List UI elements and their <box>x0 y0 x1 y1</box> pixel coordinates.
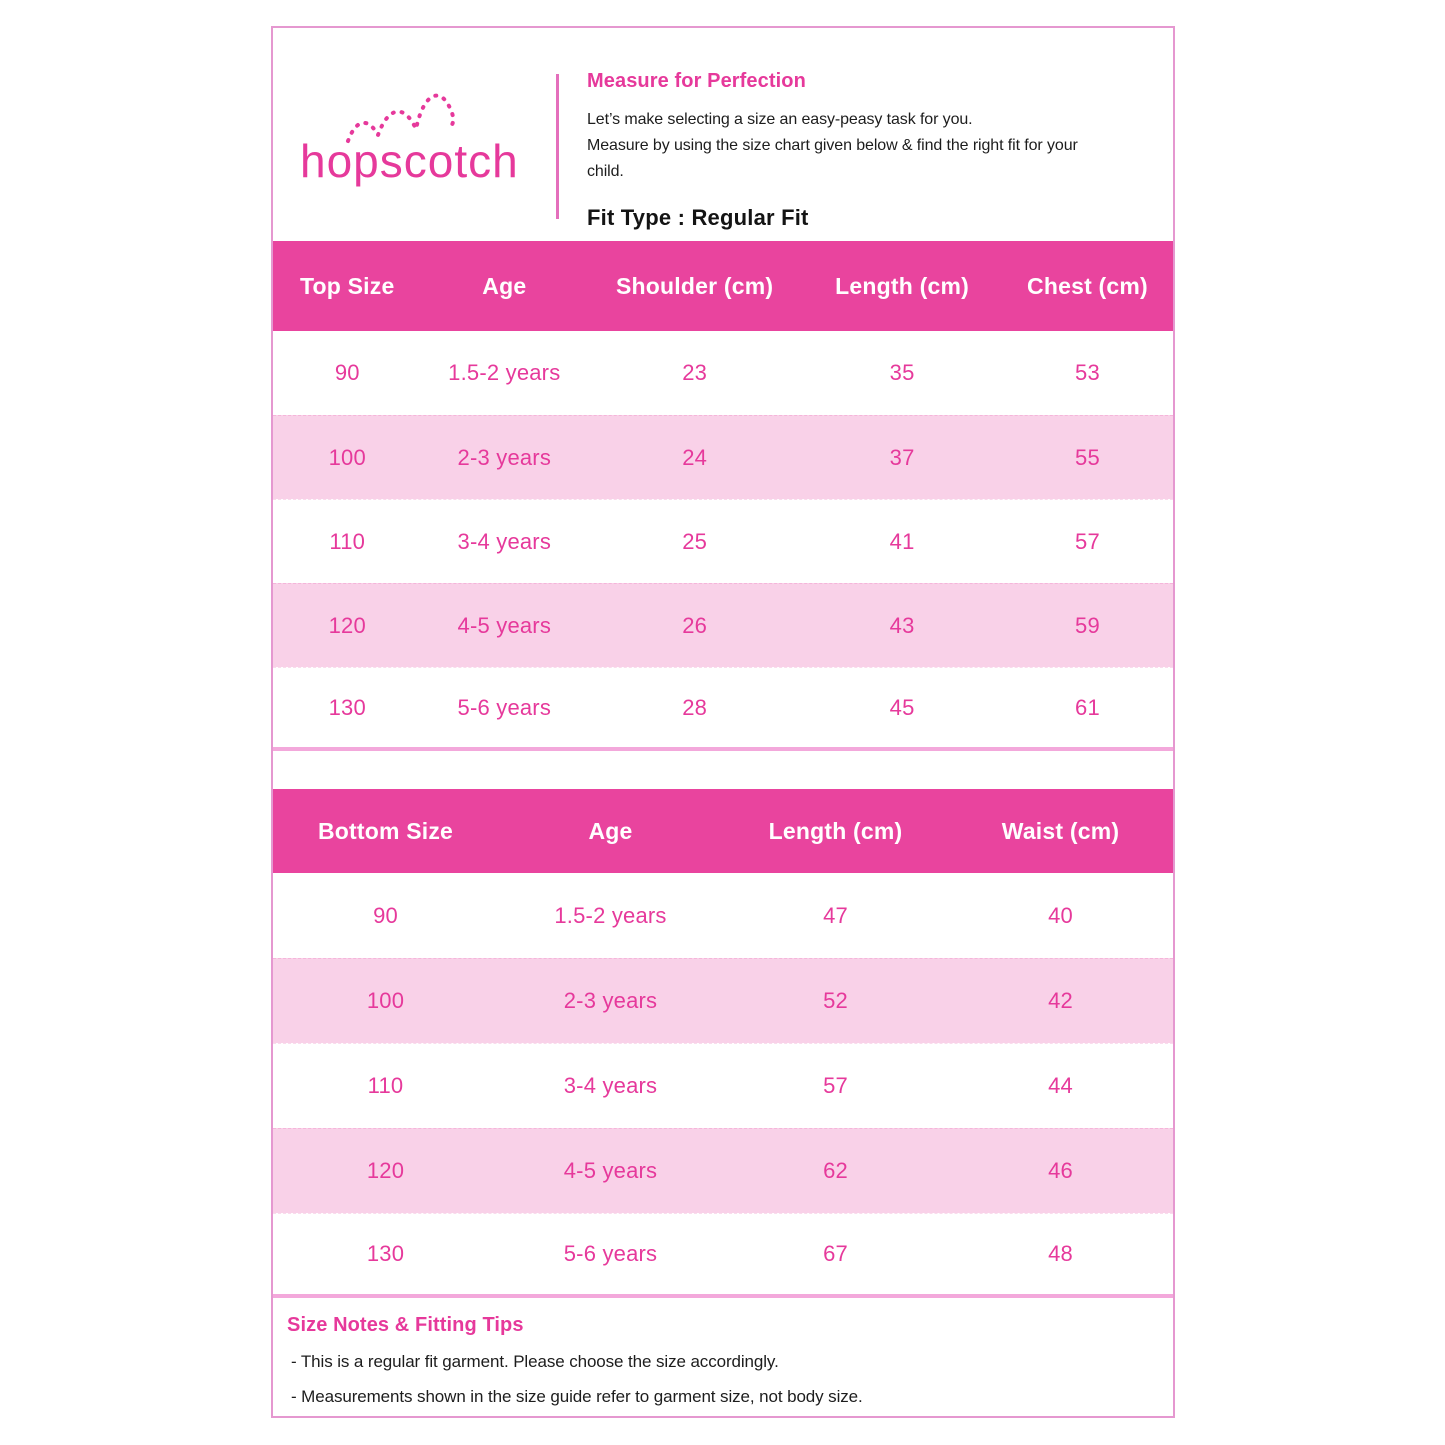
top-table-header-row <box>273 241 1173 331</box>
table-cell: 41 <box>889 528 915 554</box>
bottom-table-header-row <box>273 789 1173 873</box>
table-header-cell: Shoulder (cm) <box>616 272 774 299</box>
intro-line-2: Measure by using the size chart given below & find the right fit for your <box>587 137 1078 154</box>
table-cell: 1.5-2 years <box>554 902 667 928</box>
table-cell: 25 <box>682 528 708 554</box>
fit-type-label: Fit Type : Regular Fit <box>587 205 809 230</box>
header-text-block <box>559 28 1098 241</box>
table-cell: 45 <box>889 694 915 720</box>
header-section <box>273 28 1173 241</box>
table-row <box>273 667 1173 751</box>
table-header-cell: Top Size <box>300 272 395 299</box>
table-cell: 4-5 years <box>563 1158 658 1183</box>
table-cell: 44 <box>1048 1073 1073 1098</box>
table-cell: 5-6 years <box>563 1241 658 1266</box>
table-row <box>273 499 1173 583</box>
table-row <box>273 415 1173 499</box>
table-header-cell: Chest (cm) <box>1027 272 1148 299</box>
table-header-cell: Age <box>588 817 633 844</box>
table-cell: 42 <box>1048 988 1073 1013</box>
table-cell: 90 <box>334 360 360 385</box>
size-chart-card <box>271 26 1175 1418</box>
table-cell: 90 <box>373 902 398 928</box>
table-cell: 52 <box>823 988 848 1013</box>
footer-section <box>273 1298 1173 1416</box>
table-cell: 35 <box>889 360 915 385</box>
table-cell: 24 <box>682 444 708 470</box>
intro-line-1: Let’s make selecting a size an easy-peasy task for you. <box>587 111 973 128</box>
table-cell: 3-4 years <box>457 528 552 554</box>
table-cell: 120 <box>366 1158 405 1183</box>
table-cell: 1.5-2 years <box>448 360 561 385</box>
footer-title: Size Notes & Fitting Tips <box>287 1314 524 1336</box>
brand-logo <box>273 28 556 241</box>
table-cell: 130 <box>328 694 366 720</box>
table-header-cell: Length (cm) <box>835 272 969 299</box>
table-cell: 62 <box>823 1158 848 1183</box>
table-cell: 48 <box>1048 1241 1073 1266</box>
table-cell: 3-4 years <box>563 1073 658 1098</box>
table-header-cell: Waist (cm) <box>1001 817 1120 844</box>
table-cell: 47 <box>823 902 848 928</box>
table-cell: 61 <box>1075 694 1100 720</box>
tables-gap <box>273 751 1173 789</box>
table-cell: 67 <box>823 1241 848 1266</box>
table-cell: 5-6 years <box>457 694 552 720</box>
table-cell: 100 <box>328 444 366 470</box>
footer-note-2: - Measurements shown in the size guide refer to garment size, not body size. <box>291 1387 863 1406</box>
table-cell: 37 <box>889 444 915 470</box>
table-cell: 53 <box>1075 360 1100 385</box>
table-cell: 100 <box>366 988 405 1013</box>
table-row <box>273 873 1173 958</box>
logo-text: hopscotch <box>299 134 519 187</box>
table-row <box>273 331 1173 415</box>
table-cell: 57 <box>1075 528 1100 554</box>
table-header-cell: Age <box>482 272 527 299</box>
table-cell: 57 <box>823 1073 848 1098</box>
header-title: Measure for Perfection <box>587 70 806 92</box>
table-row <box>273 583 1173 667</box>
table-cell: 110 <box>367 1073 404 1098</box>
table-header-cell: Length (cm) <box>768 817 903 844</box>
table-cell: 46 <box>1048 1158 1073 1183</box>
table-cell: 59 <box>1075 612 1100 638</box>
hopscotch-logo-icon <box>290 75 540 195</box>
table-cell: 40 <box>1048 902 1073 928</box>
bottom-table-body <box>273 873 1173 1298</box>
top-size-table <box>273 241 1173 751</box>
top-table-body <box>273 331 1173 751</box>
table-cell: 2-3 years <box>457 444 552 470</box>
bottom-size-table <box>273 789 1173 1298</box>
table-cell: 26 <box>682 612 708 638</box>
table-row <box>273 1213 1173 1298</box>
table-cell: 120 <box>328 612 366 638</box>
table-cell: 130 <box>366 1241 405 1266</box>
table-header-cell: Bottom Size <box>317 817 454 844</box>
table-cell: 23 <box>682 360 708 385</box>
table-cell: 2-3 years <box>563 988 658 1013</box>
footer-note-1: - This is a regular fit garment. Please choose the size accordingly. <box>291 1352 779 1371</box>
table-row <box>273 958 1173 1043</box>
table-cell: 4-5 years <box>457 612 552 638</box>
table-row <box>273 1043 1173 1128</box>
table-row <box>273 1128 1173 1213</box>
table-cell: 110 <box>329 528 366 554</box>
table-cell: 43 <box>889 612 915 638</box>
table-cell: 28 <box>682 694 708 720</box>
intro-line-3: child. <box>587 163 624 180</box>
table-cell: 55 <box>1075 444 1100 470</box>
